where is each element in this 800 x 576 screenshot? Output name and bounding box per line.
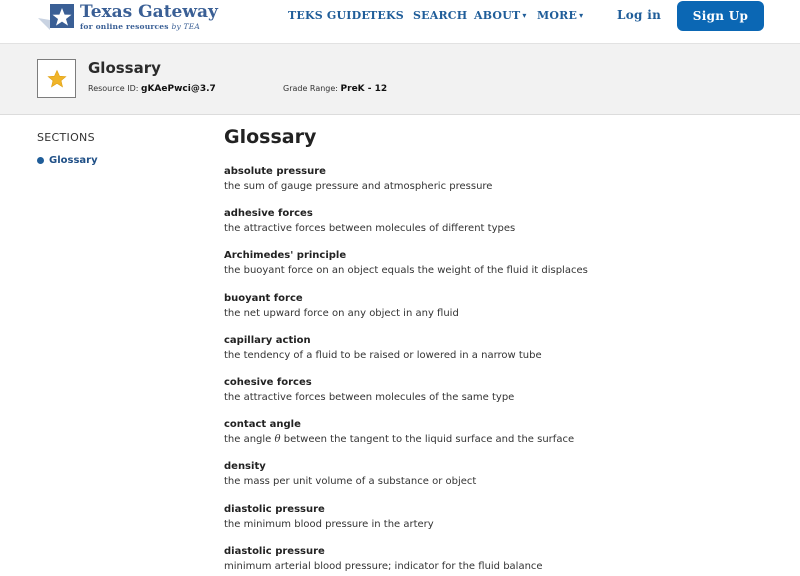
glossary-entry (224, 165, 784, 207)
glossary-definition: the buoyant force on an object equals the weight of the fluid it displaces (224, 265, 588, 277)
star-icon (47, 69, 67, 89)
nav-about[interactable]: ABOUT ▾ (474, 9, 527, 22)
resource-title: Glossary (88, 59, 161, 77)
glossary-definition: the minimum blood pressure in the artery (224, 518, 434, 530)
resource-icon-box (37, 59, 76, 98)
glossary-definition: the net upward force on any object in any fluid (224, 307, 459, 319)
sidebar-item-label: Glossary (49, 155, 98, 166)
nav-teks[interactable]: TEKS (369, 9, 404, 22)
glossary-entry (224, 418, 784, 460)
glossary-definition: the mass per unit volume of a substance or object (224, 476, 477, 488)
signup-button[interactable]: Sign Up (677, 1, 764, 31)
glossary-term: diastolic pressure (224, 503, 325, 515)
glossary-term: adhesive forces (224, 208, 313, 220)
glossary-entry (224, 460, 784, 502)
glossary-entry (224, 334, 784, 376)
glossary-term: absolute pressure (224, 166, 326, 177)
glossary-entry (224, 376, 784, 418)
nav-search[interactable]: SEARCH (413, 9, 468, 22)
resource-id: Resource ID: gKAePwci@3.7 (88, 84, 216, 94)
glossary-term: contact angle (224, 419, 301, 431)
glossary-term: capillary action (224, 334, 311, 346)
glossary-entry (224, 545, 784, 576)
glossary-definition: the tendency of a fluid to be raised or lowered in a narrow tube (224, 349, 542, 361)
glossary-entry (224, 503, 784, 545)
grade-range: Grade Range: PreK - 12 (283, 84, 388, 94)
glossary-definition: the angle θ between the tangent to the liquid surface and the surface (224, 434, 575, 446)
logo-title: Texas Gateway (80, 2, 218, 22)
logo-subtitle: for online resources by TEA (80, 22, 201, 31)
glossary-term: density (224, 461, 266, 473)
login-link[interactable]: Log in (617, 8, 662, 22)
glossary-entry (224, 249, 784, 291)
texas-star-icon (38, 2, 76, 30)
nav-more[interactable]: MORE ▾ (537, 9, 584, 22)
chevron-down-icon: ▾ (522, 10, 527, 20)
glossary-term: Archimedes' principle (224, 250, 347, 262)
glossary-definition: the attractive forces between molecules of the same type (224, 391, 515, 403)
glossary-definition: minimum arterial blood pressure; indicator for the fluid balance (224, 560, 543, 572)
glossary-term: buoyant force (224, 292, 303, 304)
page-title: Glossary (224, 126, 317, 148)
chevron-down-icon: ▾ (579, 10, 584, 20)
sidebar-item-glossary[interactable] (37, 155, 98, 166)
glossary-entry (224, 292, 784, 334)
glossary-definition: the sum of gauge pressure and atmospheric pressure (224, 181, 493, 192)
top-navigation-bar (0, 0, 800, 44)
glossary-term: diastolic pressure (224, 545, 325, 557)
glossary-list (224, 165, 784, 576)
glossary-entry (224, 207, 784, 249)
resource-header (0, 44, 800, 115)
nav-teks-guide[interactable]: TEKS GUIDE (288, 9, 370, 22)
bullet-dot-icon (37, 157, 44, 164)
sections-heading: SECTIONS (37, 131, 95, 144)
glossary-definition: the attractive forces between molecules of different types (224, 223, 516, 235)
glossary-term: cohesive forces (224, 376, 312, 388)
theta-symbol: θ (274, 434, 281, 446)
